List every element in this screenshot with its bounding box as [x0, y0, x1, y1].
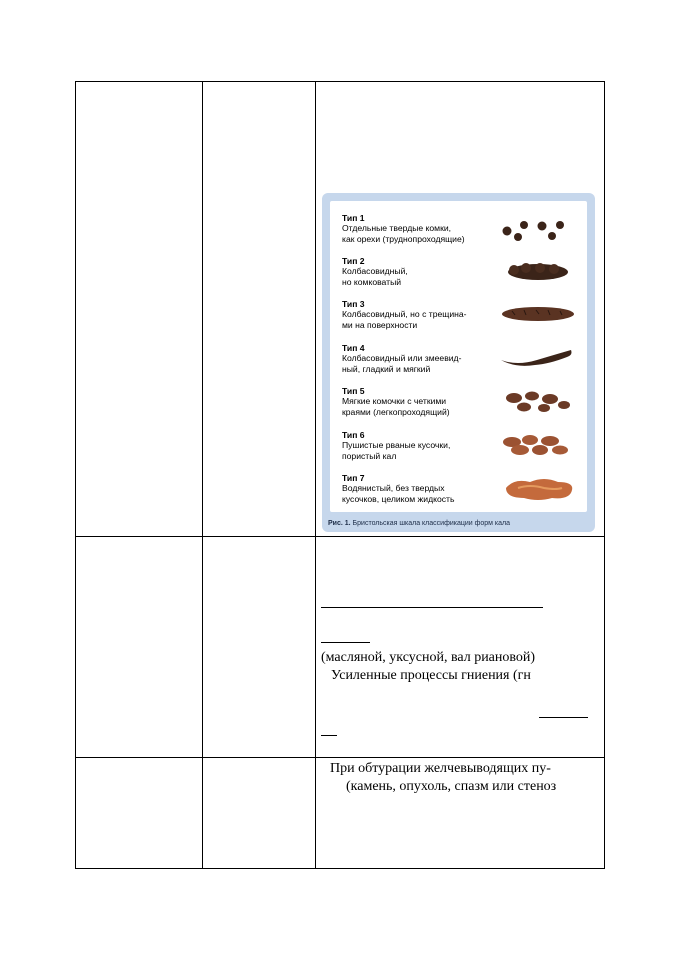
type-5-name: Тип 5 [342, 386, 365, 396]
blank-underline [539, 717, 588, 718]
separate-hard-lumps-icon [497, 217, 577, 247]
caption-label: Рис. 1. [328, 520, 351, 527]
table-cell [203, 758, 316, 869]
blank-underline [321, 607, 543, 608]
table-cell [76, 537, 203, 758]
fluffy-pieces-icon [498, 432, 576, 458]
type-1-description: Отдельные твердые комки, как орехи (труднопроходящие) [342, 223, 465, 244]
type-4-description: Колбасовидный или змеевид- ный, гладкий и мягкий [342, 353, 462, 374]
type-2-description: Колбасовидный, но комковатый [342, 266, 408, 287]
type-7-name: Тип 7 [342, 473, 365, 483]
table-cell [76, 758, 203, 869]
watery-icon [500, 476, 578, 502]
type-7-description: Водянистый, без твердых кусочков, целиком жидкость [342, 483, 455, 504]
lumpy-sausage-icon [504, 261, 574, 283]
type-2-name: Тип 2 [342, 256, 365, 266]
figure-caption [328, 520, 510, 527]
type-6-name: Тип 6 [342, 430, 365, 440]
bristol-scale-figure [322, 193, 595, 532]
table-cell [203, 537, 316, 758]
type-6-description: Пушистые рваные кусочки, пористый кал [342, 440, 451, 461]
row3-line-1: При обтурации желчевыводящих пу- [330, 761, 551, 776]
row3-line-2: (камень, опухоль, спазм или стеноз [346, 779, 557, 794]
type-4-name: Тип 4 [342, 343, 365, 353]
smooth-snake-icon [497, 346, 575, 368]
blank-underline [321, 642, 370, 643]
type-1-name: Тип 1 [342, 213, 365, 223]
row2-line-2: Усиленные процессы гниения (гн [331, 668, 531, 683]
table-cell [203, 82, 316, 537]
soft-blobs-icon [502, 388, 576, 414]
type-3-description: Колбасовидный, но с трещина- ми на поверхности [342, 309, 467, 330]
type-3-name: Тип 3 [342, 299, 365, 309]
blank-underline [321, 735, 337, 736]
row2-line-1: (масляной, уксусной, вал риановой) [321, 650, 536, 665]
table-cell [316, 537, 605, 758]
table-cell [76, 82, 203, 537]
cracked-sausage-icon [500, 304, 576, 324]
type-5-description: Мягкие комочки с четкими краями (легкопроходящий) [342, 396, 450, 417]
caption-text: Бристольская шкала классификации форм кала [352, 520, 511, 527]
